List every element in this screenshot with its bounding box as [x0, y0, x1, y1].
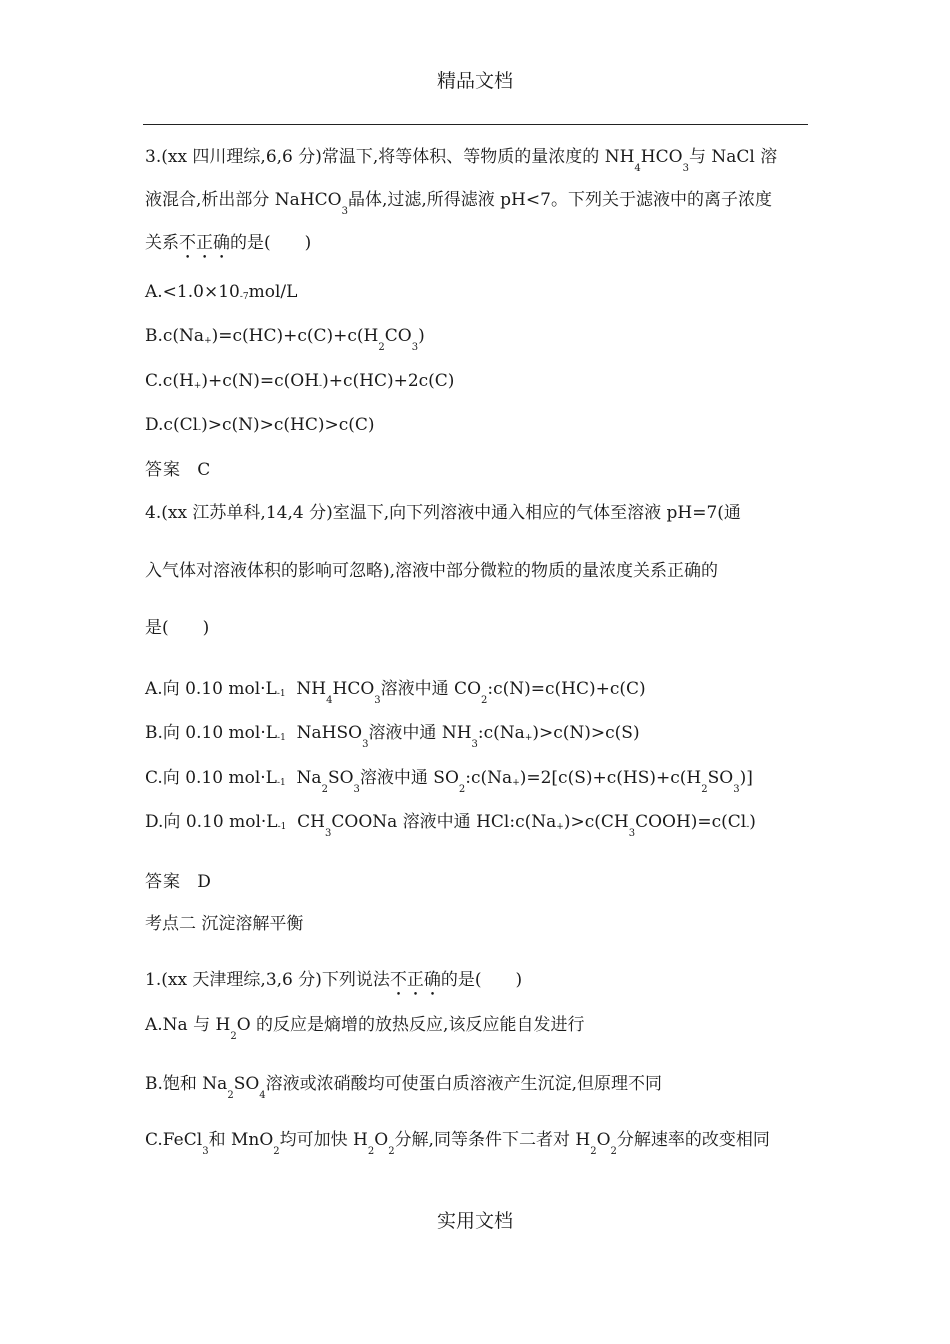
q3-option-d: D.c(Cl-)>c(N)>c(HC)>c(C): [145, 415, 375, 435]
q3-option-a: $A.<1.0\times 10^{-7}mol/L$: [145, 282, 298, 302]
q4-option-c: C.向 0.10 $mol\cdot L^{-1}$ $Na_2SO_3$溶液中通 $SO_2:c(Na^+)=2[c(S)+c(HS)+c(H_2SO_3)]$: [145, 768, 753, 795]
q4-option-d: D.向 0.10 $mol\cdot L^{-1}$ $CH_3COONa$ 溶液中通 $HCl:c(Na^+)>c(CH_3COOH)=c(Cl^-)$: [145, 812, 756, 839]
q3-stem-line-3: 关系不正确的是( ): [145, 233, 312, 253]
q3-stem-line-1: 3.(xx 四川理综,6,6 分)常温下,将等体积、等物质的量浓度的 $NH_4HCO_3$与 NaCl 溶: [145, 147, 778, 174]
q1-option-c: C.FeCl$_3$和 MnO$_2$均可加快 $H_2O_2$分解,同等条件下二者对 $H_2O_2$分解速率的改变相同: [145, 1130, 770, 1157]
q1-stem: 1.(xx 天津理综,3,6 分)下列说法不正确的是( ): [145, 970, 523, 990]
page-header: 精品文档: [436, 70, 513, 92]
q4-option-a: A.向 0.10 $mol\cdot L^{-1}$ $NH_4HCO_3$溶液中通 $CO_2:c(N)=c(HC)+c(C)$: [145, 679, 646, 706]
q4-stem-line-1: 4.(xx 江苏单科,14,4 分)室温下,向下列溶液中通入相应的气体至溶液 pH=7(通: [145, 503, 741, 523]
q4-answer: 答案 D: [145, 872, 211, 892]
q3-option-b: $B.c(Na^+)=c(HC)+c(C)+c(H_2CO_3)$: [145, 326, 425, 353]
emphasis-not-correct: 不正确: [179, 233, 230, 253]
header-rule: [143, 124, 808, 125]
q4-stem-line-2: 入气体对溶液体积的影响可忽略),溶液中部分微粒的物质的量浓度关系正确的: [145, 561, 719, 581]
q1-option-b: B.饱和 $Na_2SO_4$溶液或浓硝酸均可使蛋白质溶液产生沉淀,但原理不同: [145, 1074, 663, 1101]
emphasis-not-correct: 不正确: [389, 970, 441, 990]
section-title: 考点二 沉淀溶解平衡: [145, 914, 304, 934]
q3-option-c: C.c(H+)+c(N)=c(OH-)+c(HC)+2c(C): [145, 371, 455, 391]
q4-stem-line-3: 是( ): [145, 618, 210, 638]
q3-answer: 答案 C: [145, 460, 211, 480]
q3-stem-line-2: 液混合,析出部分 NaHCO$_3$晶体,过滤,所得滤液 pH<7。下列关于滤液中的离子浓度: [145, 190, 772, 217]
q4-option-b: B.向 0.10 $mol\cdot L^{-1}$ NaHSO$_3$溶液中通 $NH_3:c(Na^+)>c(N)>c(S)$: [145, 723, 640, 750]
q1-option-a: A.Na 与 $H_2O$ 的反应是熵增的放热反应,该反应能自发进行: [145, 1015, 585, 1042]
page-footer: 实用文档: [436, 1210, 513, 1232]
